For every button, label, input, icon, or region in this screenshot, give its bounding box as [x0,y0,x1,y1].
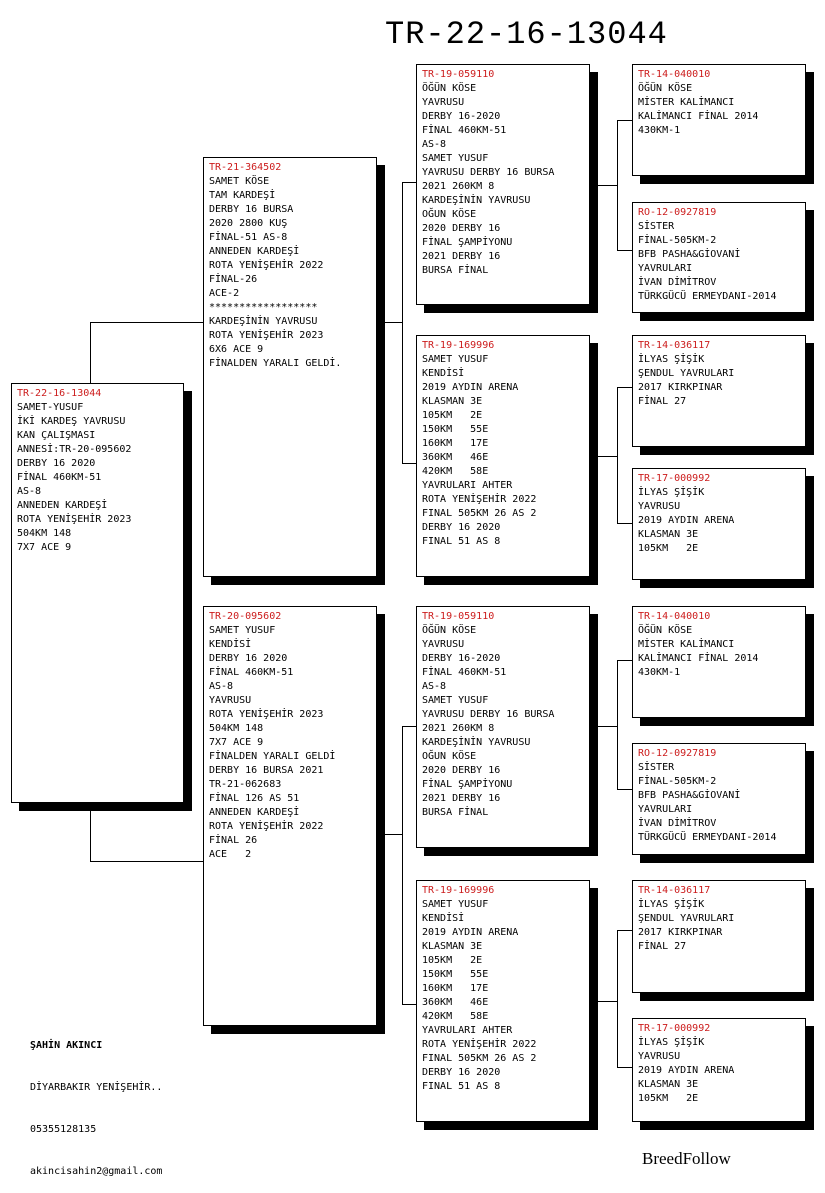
pedigree-info-line: ROTA YENİŞEHİR 2022 [422,1039,537,1050]
pedigree-info-line: YAVRUSU DERBY 16 BURSA [422,709,555,720]
pedigree-info-line: KENDİSİ [422,368,465,379]
pedigree-info-line: FINAL 505KM 26 AS 2 [422,1053,537,1064]
pedigree-info-line: 160KM 17E [422,438,489,449]
pedigree-info-line: SAMET YUSUF [422,354,489,365]
pedigree-info-line: 2017 KIRKPINAR [638,927,723,938]
pedigree-info-line: OĞUN KÖSE [422,209,477,220]
ring-number: TR-17-000992 [638,473,711,484]
pedigree-info-line: KENDİSİ [422,913,465,924]
ring-number: TR-19-169996 [422,885,495,896]
pedigree-card-g3-1 [632,64,806,176]
ring-number: TR-14-040010 [638,69,711,80]
pedigree-info-line: 150KM 55E [422,969,489,980]
pedigree-info-line: ****************** [209,302,318,313]
pedigree-info-line: ROTA YENİŞEHİR 2023 [209,709,324,720]
ring-number: TR-14-036117 [638,885,711,896]
pedigree-info-line: SAMET YUSUF [422,695,489,706]
pedigree-info-line: KAN ÇALIŞMASI [17,430,96,441]
pedigree-card-g3-6 [632,743,806,855]
pedigree-info-line: YAVRUSU [422,639,465,650]
pedigree-info-line: 105KM 2E [638,1093,699,1104]
pedigree-info-line: YAVRUSU DERBY 16 BURSA [422,167,555,178]
pedigree-info-line: SİSTER [638,221,675,232]
pedigree-info-line: KARDEŞİNİN YAVRUSU [209,316,318,327]
pedigree-info-line: İLYAS ŞİŞİK [638,1037,705,1048]
pedigree-info-line: 2021 DERBY 16 [422,793,501,804]
pedigree-card-g3-7 [632,880,806,993]
pedigree-info-line: İKİ KARDEŞ YAVRUSU [17,416,126,427]
pedigree-info-line: ANNEDEN KARDEŞİ [209,807,300,818]
pedigree-info-line: İLYAS ŞİŞİK [638,487,705,498]
pedigree-info-line: YAVRUSU [638,501,681,512]
pedigree-card-subject [11,383,184,803]
pedigree-info-line: FİNAL-26 [209,274,258,285]
pedigree-info-line: KALİMANCI FİNAL 2014 [638,111,759,122]
pedigree-info-line: KALİMANCI FİNAL 2014 [638,653,759,664]
pedigree-info-line: DERBY 16 BURSA 2021 [209,765,324,776]
pedigree-info-line: DERBY 16 2020 [209,653,288,664]
pedigree-info-line: AS-8 [17,486,42,497]
pedigree-info-line: SAMET-YUSUF [17,402,84,413]
ring-number: RO-12-0927819 [638,748,717,759]
pedigree-info-line: 2021 260KM 8 [422,181,495,192]
pedigree-info-line: 160KM 17E [422,983,489,994]
pedigree-info-line: FİNAL 460KM-51 [422,667,507,678]
pedigree-info-line: ROTA YENİŞEHİR 2022 [209,821,324,832]
pedigree-info-line: 105KM 2E [422,955,483,966]
pedigree-card-g3-8 [632,1018,806,1122]
pedigree-info-line: ROTA YENİŞEHİR 2022 [422,494,537,505]
pedigree-info-line: 2019 AYDIN ARENA [638,1065,735,1076]
pedigree-info-line: BFB PASHA&GİOVANİ [638,249,741,260]
pedigree-info-line: FİNAL 460KM-51 [209,667,294,678]
pedigree-card-dam-dam [416,880,590,1122]
ring-number: TR-14-040010 [638,611,711,622]
pedigree-card-g3-3 [632,335,806,447]
pedigree-card-sire-sire [416,64,590,305]
pedigree-card-g3-2 [632,202,806,313]
ring-number: TR-21-364502 [209,162,282,173]
pedigree-info-line: SAMET KÖSE [209,176,270,187]
pedigree-info-line: İLYAS ŞİŞİK [638,354,705,365]
pedigree-info-line: ANNEDEN KARDEŞİ [209,246,300,257]
pedigree-info-line: 2020 DERBY 16 [422,223,501,234]
pedigree-info-line: 430KM-1 [638,667,681,678]
pedigree-info-line: YAVRULARI AHTER [422,480,513,491]
pedigree-info-line: ROTA YENİŞEHİR 2023 [209,330,324,341]
pedigree-info-line: FİNAL-51 AS-8 [209,232,288,243]
pedigree-info-line: FINAL 51 AS 8 [422,536,501,547]
ring-number: TR-14-036117 [638,340,711,351]
pedigree-info-line: DERBY 16 2020 [17,458,96,469]
pedigree-info-line: FINAL 505KM 26 AS 2 [422,508,537,519]
pedigree-info-line: FİNAL-505KM-2 [638,235,717,246]
ring-number: TR-19-169996 [422,340,495,351]
pedigree-info-line: KLASMAN 3E [422,941,483,952]
pedigree-info-line: İLYAS ŞİŞİK [638,899,705,910]
pedigree-info-line: DERBY 16-2020 [422,111,501,122]
ring-number: TR-22-16-13044 [17,388,102,399]
pedigree-info-line: ANNESİ:TR-20-095602 [17,444,132,455]
pedigree-info-line: FİNAL 460KM-51 [17,472,102,483]
pedigree-info-line: TÜRKGÜCÜ ERMEYDANI-2014 [638,832,777,843]
pedigree-info-line: 2020 DERBY 16 [422,765,501,776]
pedigree-info-line: 360KM 46E [422,452,489,463]
pedigree-info-line: YAVRULARI [638,263,693,274]
pedigree-card-g3-5 [632,606,806,718]
pedigree-info-line: ÖĞÜN KÖSE [422,625,477,636]
ring-number: TR-19-059110 [422,69,495,80]
pedigree-info-line: DERBY 16 2020 [422,522,501,533]
pedigree-info-line: ÖĞÜN KÖSE [638,83,693,94]
pedigree-info-line: YAVRUSU [209,695,252,706]
pedigree-info-line: FİNAL-505KM-2 [638,776,717,787]
pedigree-info-line: 2021 DERBY 16 [422,251,501,262]
ring-number: RO-12-0927819 [638,207,717,218]
pedigree-info-line: KLASMAN 3E [638,1079,699,1090]
pedigree-info-line: AS-8 [422,139,447,150]
pedigree-info-line: ŞENDUL YAVRULARI [638,368,735,379]
pedigree-info-line: İVAN DİMİTROV [638,818,717,829]
pedigree-info-line: MİSTER KALİMANCI [638,97,735,108]
pedigree-info-line: ŞENDUL YAVRULARI [638,913,735,924]
pedigree-info-line: KARDEŞİNİN YAVRUSU [422,737,531,748]
pedigree-info-line: 430KM-1 [638,125,681,136]
breeder-contact [30,1011,162,1193]
pedigree-info-line: AS-8 [209,681,234,692]
pedigree-info-line: SİSTER [638,762,675,773]
pedigree-info-line: YAVRULARI AHTER [422,1025,513,1036]
pedigree-info-line: DERBY 16 BURSA [209,204,294,215]
pedigree-info-line: DERBY 16-2020 [422,653,501,664]
pedigree-info-line: FİNAL ŞAMPİYONU [422,237,513,248]
pedigree-info-line: AS-8 [422,681,447,692]
pedigree-info-line: İVAN DİMİTROV [638,277,717,288]
pedigree-info-line: ROTA YENİŞEHİR 2023 [17,514,132,525]
pedigree-info-line: 6X6 ACE 9 [209,344,264,355]
pedigree-info-line: ANNEDEN KARDEŞİ [17,500,108,511]
pedigree-info-line: TR-21-062683 [209,779,282,790]
pedigree-info-line: YAVRUSU [422,97,465,108]
breeder-name: ŞAHİN AKINCI [30,1040,103,1051]
pedigree-info-line: FİNAL ŞAMPİYONU [422,779,513,790]
pedigree-info-line: FİNAL 26 [209,835,258,846]
pedigree-info-line: TAM KARDEŞİ [209,190,276,201]
pedigree-card-dam [203,606,377,1026]
pedigree-info-line: 420KM 58E [422,466,489,477]
pedigree-info-line: FİNAL 27 [638,941,687,952]
pedigree-info-line: 2019 AYDIN ARENA [422,382,519,393]
pedigree-info-line: 2021 260KM 8 [422,723,495,734]
pedigree-info-line: KLASMAN 3E [422,396,483,407]
breeder-location: DİYARBAKIR YENİŞEHİR.. [30,1082,163,1093]
pedigree-info-line: SAMET YUSUF [209,625,276,636]
breeder-phone: 05355128135 [30,1124,97,1135]
brand-logo: BreedFollow [642,1149,731,1168]
pedigree-info-line: FİNALDEN YARALI GELDİ. [209,358,342,369]
pedigree-info-line: 105KM 2E [422,410,483,421]
pedigree-card-sire [203,157,377,577]
pedigree-info-line: MİSTER KALİMANCI [638,639,735,650]
pedigree-info-line: KARDEŞİNİN YAVRUSU [422,195,531,206]
pedigree-info-line: 7X7 ACE 9 [17,542,72,553]
pedigree-info-line: SAMET YUSUF [422,153,489,164]
pedigree-info-line: 420KM 58E [422,1011,489,1022]
page-title: TR-22-16-13044 [385,16,668,53]
pedigree-info-line: ACE-2 [209,288,240,299]
pedigree-info-line: 150KM 55E [422,424,489,435]
ring-number: TR-19-059110 [422,611,495,622]
pedigree-info-line: 105KM 2E [638,543,699,554]
pedigree-info-line: FİNAL 126 AS 51 [209,793,300,804]
pedigree-info-line: FİNAL 460KM-51 [422,125,507,136]
pedigree-info-line: BURSA FİNAL [422,265,489,276]
pedigree-info-line: 504KM 148 [209,723,264,734]
pedigree-info-line: 360KM 46E [422,997,489,1008]
breeder-email: akincisahin2@gmail.com [30,1166,163,1177]
pedigree-info-line: 2017 KIRKPINAR [638,382,723,393]
pedigree-info-line: TÜRKGÜCÜ ERMEYDANI-2014 [638,291,777,302]
pedigree-info-line: 2020 2800 KUŞ [209,218,288,229]
pedigree-info-line: DERBY 16 2020 [422,1067,501,1078]
pedigree-info-line: FINAL 51 AS 8 [422,1081,501,1092]
pedigree-info-line: 2019 AYDIN ARENA [638,515,735,526]
pedigree-info-line: KLASMAN 3E [638,529,699,540]
ring-number: TR-17-000992 [638,1023,711,1034]
pedigree-info-line: 2019 AYDIN ARENA [422,927,519,938]
pedigree-info-line: FİNALDEN YARALI GELDİ [209,751,336,762]
pedigree-info-line: FİNAL 27 [638,396,687,407]
pedigree-info-line: SAMET YUSUF [422,899,489,910]
pedigree-info-line: ÖĞÜN KÖSE [638,625,693,636]
pedigree-info-line: OĞUN KÖSE [422,751,477,762]
pedigree-info-line: BFB PASHA&GİOVANİ [638,790,741,801]
pedigree-info-line: ROTA YENİŞEHİR 2022 [209,260,324,271]
pedigree-card-dam-sire [416,606,590,848]
pedigree-card-sire-dam [416,335,590,577]
pedigree-info-line: 504KM 148 [17,528,72,539]
ring-number: TR-20-095602 [209,611,282,622]
pedigree-info-line: ACE 2 [209,849,252,860]
pedigree-info-line: KENDİSİ [209,639,252,650]
pedigree-info-line: YAVRULARI [638,804,693,815]
pedigree-card-g3-4 [632,468,806,580]
pedigree-info-line: 7X7 ACE 9 [209,737,264,748]
pedigree-info-line: ÖĞÜN KÖSE [422,83,477,94]
pedigree-info-line: BURSA FİNAL [422,807,489,818]
pedigree-info-line: YAVRUSU [638,1051,681,1062]
